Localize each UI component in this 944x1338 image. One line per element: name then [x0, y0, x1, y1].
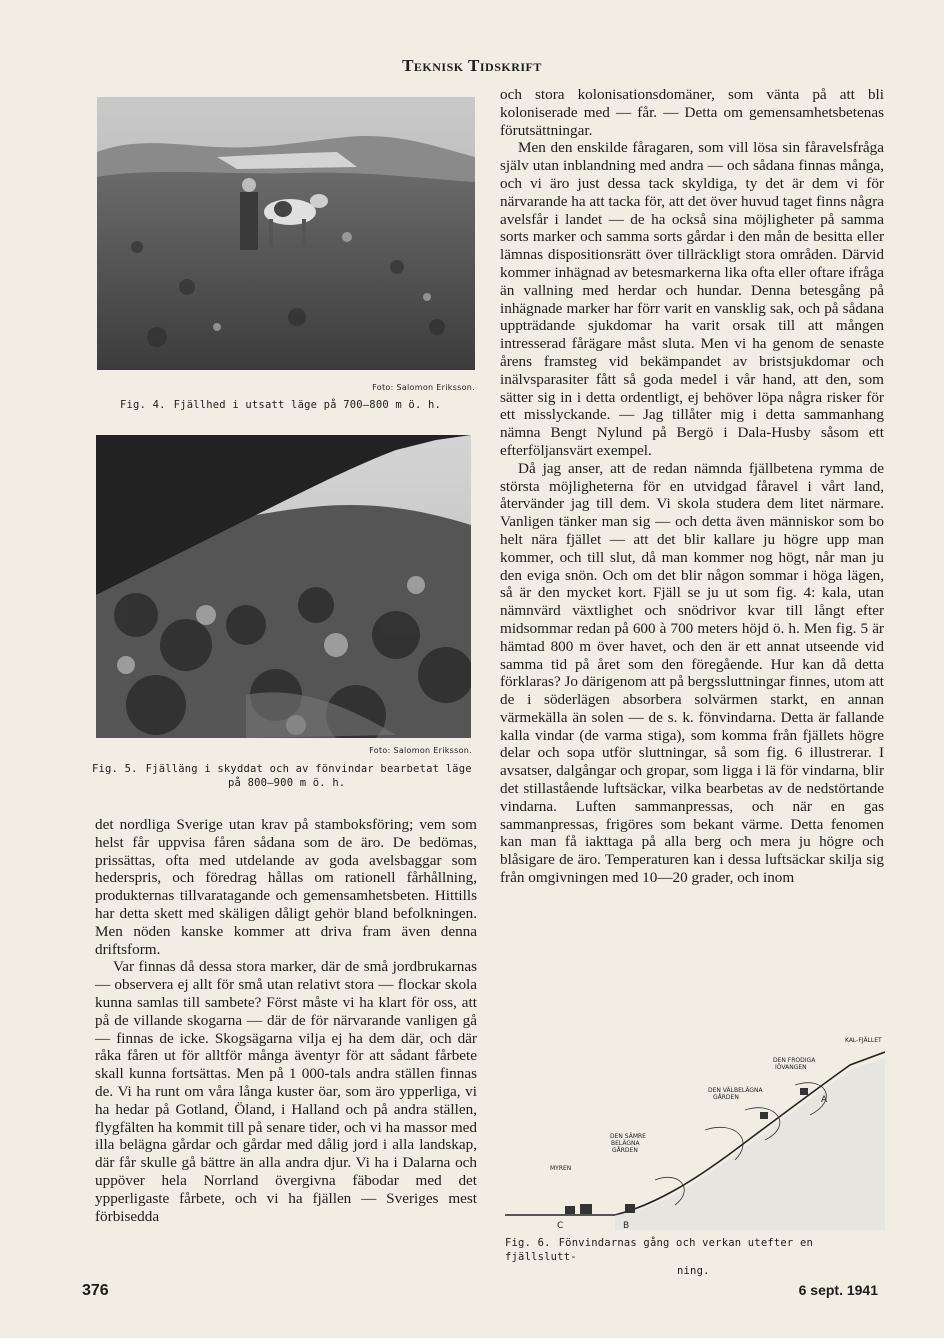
fig6-diagram: [505, 1030, 885, 1230]
fig6-label-valbelagna: DEN VÄLBELÄGNA: [708, 1087, 763, 1094]
right-column-text: [500, 86, 884, 887]
fig5-caption-line2: på 800—900 m ö. h.: [228, 777, 346, 789]
right-paragraph-2: Men den enskilde fåragaren, som vill lösa sin fåravelsfråga själv utan inblandning med andra — och sådana finnas många, och vi äro just dessa tack skyldiga, ty det är dem vi för närvarande ha att tacka för, att det över huvud taget finns några avelsfår i landet — de ha också sina möjligheter på samma sorts marker och samma sorts gårdar i den mån de besitta eller lämnas dispositionsrätt över tillräckligt stora områden. Därvid kommer inhägnad av betesmarkerna lika ofta eller oftare ifråga än vallning med herdar och hundar. Denna betesgång på inhägnade marker har förr varit en vansklig sak, och på sådana uppträdande sjukdomar ha varit orsak till att mången intresserad fårägare måst sluta. Men vi ha genom de senaste årens framsteg vid bekämpandet av bristsjukdomar och inälvsparasiter fått så goda medel i vår hand, att den, som sätter sig in i detta ordentligt, ej behöver löpa några risker för ett misslyckande. — Jag tillåter mig i detta sammanhang nämna Bengt Nylund på Bergö i Dala-Husby såsom ett efterföljansvärt exempel.: [500, 139, 884, 459]
fig5-caption-line1: Fjälläng i skyddat och av fönvindar bearbetat läge: [145, 763, 472, 775]
page-number: 376: [82, 1282, 109, 1299]
fig4-photo: [97, 97, 475, 370]
fig5-credit: Foto: Salomon Eriksson.: [369, 746, 472, 755]
masthead: Teknisk Tidskrift: [402, 56, 542, 75]
fig6-label-samre2: BELÄGNA: [611, 1140, 640, 1147]
fig4-label: Fig. 4.: [120, 399, 166, 411]
fig6-label-b: B: [623, 1221, 630, 1230]
fig6-label-a: A: [821, 1095, 828, 1105]
fig6-label-ovangen: IÖVANGEN: [775, 1064, 807, 1071]
left-paragraph-2: Var finnas då dessa stora marker, där de små jordbrukarnas — observera ej allt för små utan relativt stora — flockar skola kunna samlas till sambete? Först måste vi ha klart för oss, att på de villande skogarna — där de för närvarande vanligen gå — finnas de icke. Skogsägarna vilja ej ha dem där, och där råka fåren ut för alltför många äventyr för att sådant fårbete skall kunna fortsättas. Men på 1 000-tals andra ställen finnas de. Vi ha runt om våra långa kuster öar, som äro ypperliga, vi ha hedar på Gotland, Öland, i Halland och på andra ställen, flygfälten ha kommit till på senare tider, och vi ha massor med illa belägna gårdar och gårdar med dålig jord i alla landskap, där får skulle gå bättre än alla andra djur. Vi ha i Dalarna och uppöver hela Norrland övergivna fäbodar med det ypperligaste fårbete, och vi ha fjällen — Sveriges mest förbisedda: [95, 958, 477, 1225]
fig6-label-frodiga: DEN FRODIGA: [773, 1057, 816, 1064]
left-column-text: [95, 816, 477, 1225]
fig5-label: Fig. 5.: [92, 763, 138, 775]
right-paragraph-3: Då jag anser, att de redan nämnda fjällbetena rymma de största möjligheterna för en utvidgad fåravel i vårt land, återvänder jag till dem. Vi skola studera dem litet närmare. Vanligen tänker man sig — och detta även människor som bo helt nära fjället — att det blir kallare ju högre upp man kommer, och till slut, då man kommer nog högt, når man ju den eviga snön. Och om det blir någon sommar i höga lägen, så är den mycket kort. Fjäll se ju ut som fig. 4: kala, utan nämnvärd växtlighet och snödrivor kvar till långt efter midsommar redan på 600 à 700 meters höjd ö. h. Men fig. 5 är hämtad 800 m över havet, och den är ett annat utseende vid samma tid på året som den föregående. Hur kan då detta förklaras? Jo därigenom att på bergssluttningar finnes, utom att de i söderlägen absorbera solvärmen starkt, en annan värmekälla än solen — de s. k. fönvindarna. Detta är fallande kalla vindar (de varma stiga), som komma från fjällets högre delar och sopa utför sluttningar, så som fig. 6 illustrerar. I avsatser, dalgångar och gropar, som ligga i lä för vindarna, blir det stillastående luftsäckar, vilka bearbetas av de nedstörtande vindarna. Luften sammanpressas, och när en gas sammanpressas, frigöres som bekant värme. Detta fenomen kan man få iakttaga på alla berg och mera ju högre och blåsigare de äro. Temperaturen kan i dessa luftsäckar skilja sig från omgivningen med 10—20 grader, och inom: [500, 459, 884, 887]
fig6-label: Fig. 6.: [505, 1237, 551, 1249]
fig6-caption-line2: ning.: [677, 1265, 710, 1277]
fig6-caption-line1: Fönvindarnas gång och verkan utefter en fjällslutt-: [505, 1237, 813, 1263]
fig6-label-myren: MYREN: [550, 1165, 572, 1172]
fig6-caption: [505, 1236, 890, 1278]
fig4-credit: Foto: Salomon Eriksson.: [372, 383, 475, 392]
left-paragraph-1: det nordliga Sverige utan krav på stamboksföring; vem som helst får uppvisa fåren sådana som de äro. De bedömas, prissättas, ofta med utdelande av goda avelsbaggar som hederspris, och föredrag hållas om rationell fårhållning, produkternas tillvaratagande och gemensamhetsbeten. Hittills har detta skett med skäligen dåligt gehör bland befolkningen. Men nöden kanske kommer att driva fram även denna driftsform.: [95, 816, 477, 958]
fig4-caption-text: Fjällhed i utsatt läge på 700—800 m ö. h.: [173, 399, 442, 411]
fig4-caption: [120, 398, 480, 412]
fig6-label-kal: KAL-FJÄLLET: [845, 1037, 882, 1044]
right-paragraph-1: och stora kolonisationsdomäner, som vänta på att bli koloniserade med — får. — Detta om gemensamhetsbetenas förutsättningar.: [500, 86, 884, 139]
fig5-caption: [92, 762, 482, 790]
fig6-label-samre1: DEN SÄMRE: [610, 1133, 646, 1140]
issue-date: 6 sept. 1941: [798, 1282, 878, 1298]
fig6-label-c: C: [557, 1221, 564, 1230]
fig6-label-garden2: GÅRDEN: [612, 1147, 638, 1154]
fig5-photo: [96, 435, 471, 738]
fig6-label-garden1: GÅRDEN: [713, 1094, 739, 1101]
